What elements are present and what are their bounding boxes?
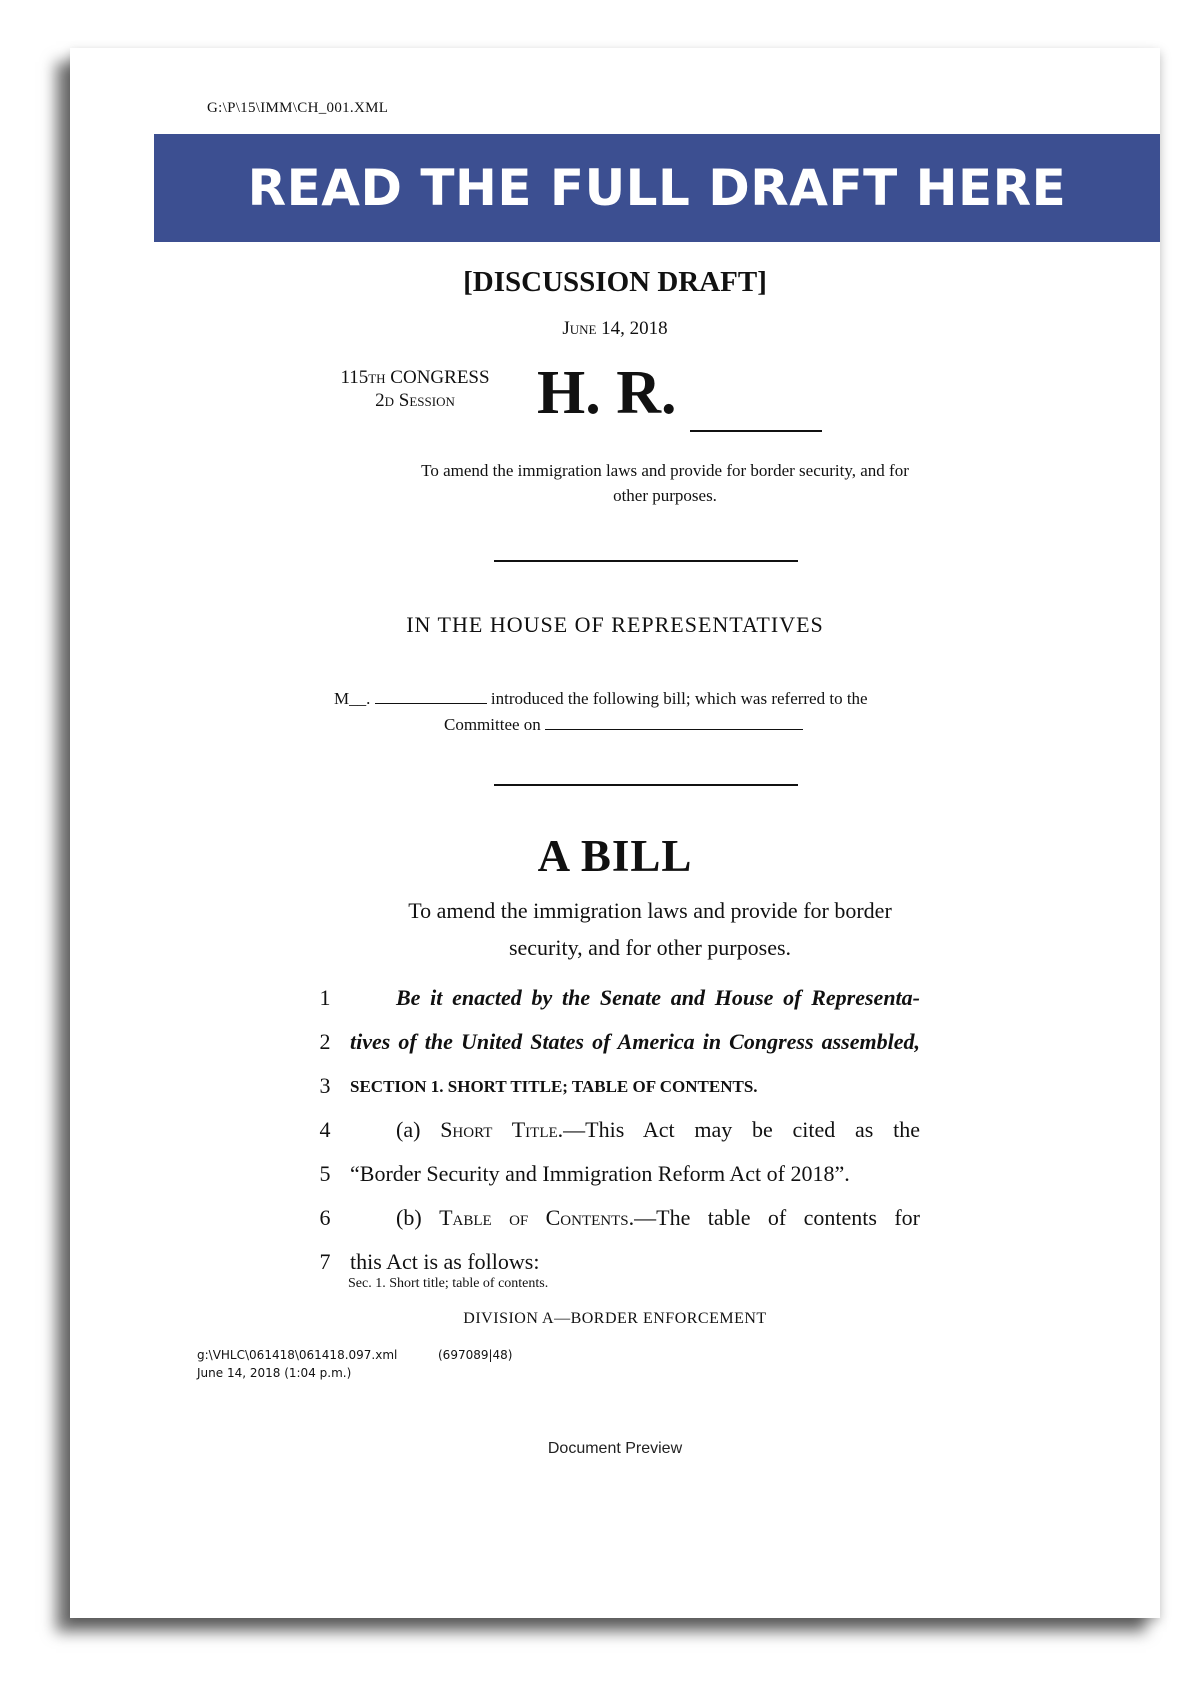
footer-id: (697089|48) (438, 1348, 513, 1362)
chamber-heading: IN THE HOUSE OF REPRESENTATIVES (406, 612, 824, 637)
line-number: 2 (319, 1029, 331, 1054)
bill-purpose-line: To amend the immigration laws and provide for border (408, 898, 892, 923)
bill-line (70, 1161, 1160, 1191)
subsection-text: .—The table of contents for (628, 1205, 920, 1230)
bill-line (70, 1117, 1160, 1147)
line-text: tives of the United States of America in Congress assembled, (350, 1029, 920, 1054)
committee-blank (545, 715, 803, 730)
banner-label[interactable]: READ THE FULL DRAFT HERE (247, 159, 1067, 217)
bill-line (70, 1249, 1160, 1279)
session-label: 2d Session (375, 390, 455, 411)
bill-line (70, 985, 1160, 1015)
section-heading: SECTION 1. SHORT TITLE; TABLE OF CONTENTS. (350, 1077, 758, 1096)
congress-label: 115th CONGRESS (340, 367, 490, 388)
file-path: G:\P\15\IMM\CH_001.XML (207, 100, 389, 116)
bill-purpose-line: security, and for other purposes. (508, 935, 792, 960)
subsection-marker: (a) (396, 1117, 441, 1142)
bill-number: H. R. (537, 359, 677, 427)
line-number: 3 (319, 1073, 331, 1098)
line-text (396, 1117, 920, 1143)
discussion-draft-label: [DISCUSSION DRAFT] (463, 266, 767, 298)
bill-line (70, 1073, 1160, 1103)
bill-number-blank (690, 430, 822, 432)
introduction-text (334, 686, 994, 738)
line-number: 6 (319, 1205, 331, 1230)
bill-purpose (320, 892, 980, 966)
subsection-marker: (b) (396, 1205, 440, 1230)
line-text (396, 1205, 920, 1231)
bill-line (70, 1029, 1160, 1059)
line-text: “Border Security and Immigration Reform Act of 2018”. (350, 1161, 850, 1186)
member-blank (375, 689, 487, 704)
bill-heading: A BILL (537, 831, 693, 881)
congress-session (320, 366, 510, 412)
draft-date: June 14, 2018 (562, 318, 668, 339)
short-purpose (340, 458, 990, 508)
line-text: this Act is as follows: (350, 1249, 540, 1274)
short-purpose-line: other purposes. (613, 486, 717, 505)
footer-path: g:\VHLC\061418\061418.097.xml (197, 1348, 398, 1362)
line-number: 1 (319, 985, 331, 1010)
line-number: 4 (319, 1117, 331, 1142)
divider (494, 784, 798, 786)
read-full-draft-banner[interactable] (154, 134, 1160, 242)
divider (494, 560, 798, 562)
committee-label: Committee on (444, 715, 541, 734)
subsection-text: .—This Act may be cited as the (557, 1117, 920, 1142)
member-prefix: M__. (334, 689, 371, 708)
document-preview-label: Document Preview (547, 1440, 683, 1457)
line-number: 5 (319, 1161, 331, 1186)
document-page (70, 48, 1160, 1618)
short-purpose-line: To amend the immigration laws and provide for border security, and for (421, 461, 909, 480)
footer-timestamp: June 14, 2018 (1:04 p.m.) (197, 1366, 352, 1380)
line-number: 7 (319, 1249, 331, 1274)
subsection-title: Short Title (440, 1117, 558, 1142)
intro-sentence: introduced the following bill; which was referred to the (490, 689, 868, 708)
toc-entry: Sec. 1. Short title; table of contents. (348, 1276, 549, 1291)
bill-line (70, 1205, 1160, 1235)
division-heading: DIVISION A—BORDER ENFORCEMENT (463, 1310, 767, 1327)
line-text: Be it enacted by the Senate and House of Representa- (396, 985, 920, 1010)
subsection-title: Table of Contents (439, 1205, 629, 1230)
